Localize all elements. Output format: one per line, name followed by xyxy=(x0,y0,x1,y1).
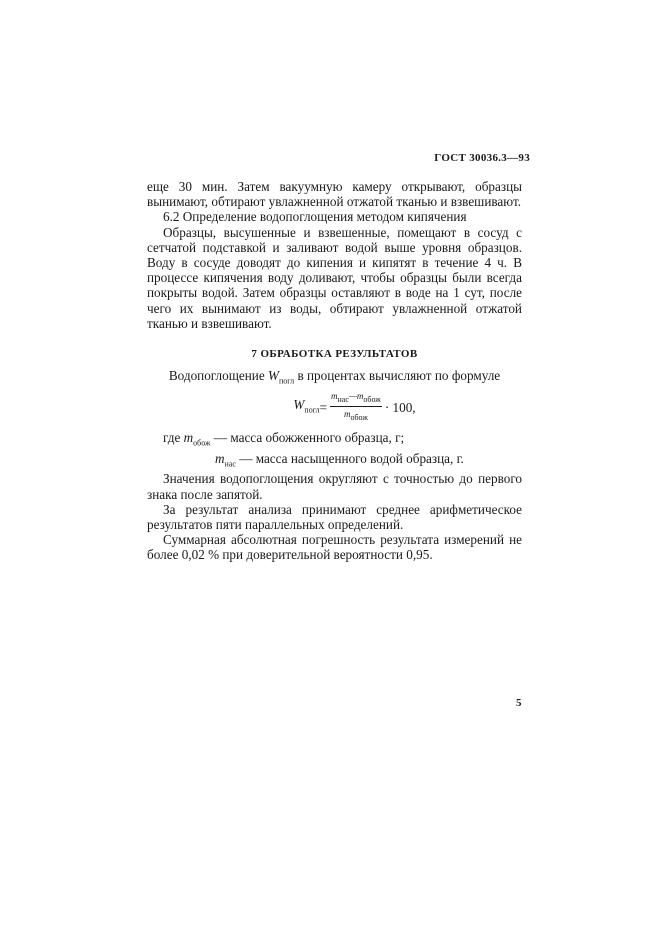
where-prefix: где xyxy=(163,429,184,445)
def2-symbol: m xyxy=(215,450,225,466)
def2-sub: нас xyxy=(224,459,236,469)
formula-intro xyxy=(147,368,522,389)
numerator-sub1: нас xyxy=(337,394,349,404)
paragraph-boiling-method: Образцы, высушенные и взвешенные, помещают в сосуд с сетчатой подставкой и заливают водой выше уровня образцов. Воду в сосуде доводят до кипения и кипятят в течение 4 ч. В процессе кипячения воду доливают, чтобы образцы были всегда покрыты водой. Затем образцы оставляют в воде на 1 сут, после чего их вынимают из воды, обтирают увлажненной отжатой тканью и взвешивают. xyxy=(147,224,522,331)
def2-text: — масса насыщенного водой образца, г. xyxy=(235,450,464,466)
page-number: 5 xyxy=(516,697,522,709)
body-text xyxy=(147,179,522,563)
formula-intro-after: в процентах вычисляют по формуле xyxy=(294,368,501,384)
numerator-minus-m2: —m xyxy=(348,391,364,402)
numerator-sub2: обож xyxy=(363,394,381,404)
formula-denominator xyxy=(344,407,368,424)
numerator-m1: m xyxy=(331,391,338,402)
def1-sub: обож xyxy=(193,438,211,448)
formula-intro-symbol: W xyxy=(268,368,279,384)
paragraph-continuation: еще 30 мин. Затем вакуумную камеру открывают, образцы вынимают, обтирают увлажненной отжатой тканью и взвешивают. xyxy=(147,179,522,210)
formula-lhs xyxy=(293,397,319,418)
denominator-m: m xyxy=(343,408,351,419)
paragraph-rounding: Значения водопоглощения округляют с точностью до первого знака после запятой. xyxy=(147,471,522,502)
paragraph-error: Суммарная абсолютная погрешность результата измерений не более 0,02 % при доверительной вероятности 0,95. xyxy=(147,532,522,563)
def1-text: — масса обожженного образца, г; xyxy=(210,429,405,445)
paragraph-mean-result: За результат анализа принимают среднее арифметическое результатов пяти параллельных определений. xyxy=(147,501,522,532)
formula-lhs-symbol: W xyxy=(293,396,305,412)
subsection-heading-6-2: 6.2 Определение водопоглощения методом кипячения xyxy=(163,209,467,225)
def1-symbol: m xyxy=(183,429,194,445)
standard-code-header: ГОСТ 30036.3—93 xyxy=(434,152,530,164)
formula-fraction xyxy=(330,391,382,424)
formula-equals: = xyxy=(319,399,327,415)
denominator-sub: обож xyxy=(350,412,368,422)
formula-lhs-sub: погл xyxy=(304,405,320,415)
definition-1 xyxy=(147,430,522,451)
formula-numerator xyxy=(330,391,382,407)
definition-2 xyxy=(147,451,522,472)
section-title-7: 7 ОБРАБОТКА РЕЗУЛЬТАТОВ xyxy=(251,348,418,361)
formula-intro-before: Водопоглощение xyxy=(168,368,268,384)
formula-intro-sub: погл xyxy=(279,376,295,386)
formula-tail: · 100, xyxy=(384,399,416,415)
formula-water-absorption xyxy=(147,391,522,424)
